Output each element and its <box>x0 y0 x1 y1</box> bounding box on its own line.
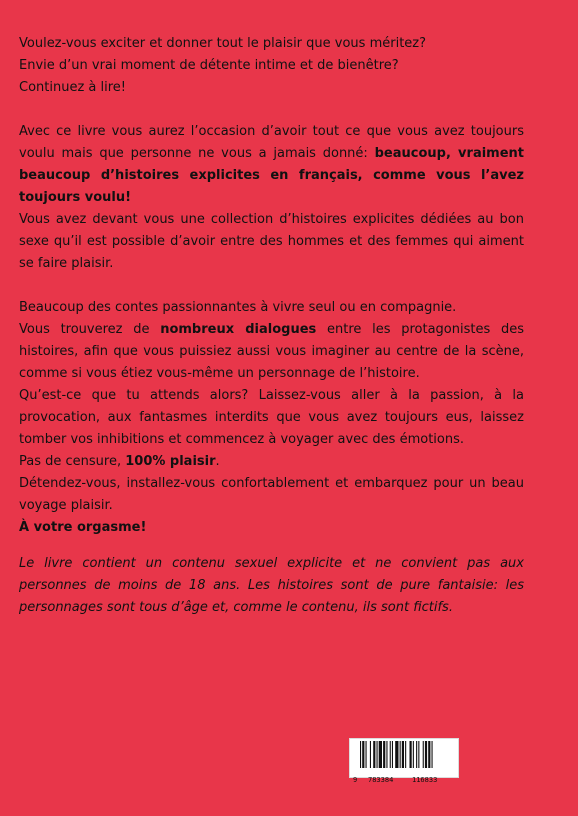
offer-highlight: beaucoup, vraiment beaucoup d’histoires explicites en français, comme vous l’avez toujours voulu! <box>19 146 524 205</box>
barcode-bar <box>379 741 382 768</box>
barcode-bar <box>370 741 371 768</box>
barcode-lead-digit: 9 <box>353 776 358 784</box>
dialogues-paragraph <box>19 319 524 385</box>
isbn-barcode <box>349 738 459 784</box>
barcode-bar <box>383 741 385 768</box>
barcode-bar <box>362 741 364 768</box>
spacer <box>19 275 524 297</box>
censure-pre: Pas de censure, <box>19 454 126 469</box>
barcode-bar <box>392 741 393 768</box>
barcode-bars <box>354 741 456 768</box>
censure-post: . <box>215 454 220 469</box>
barcode-left-group: 783384 <box>368 776 394 784</box>
barcode-bar <box>366 741 367 768</box>
barcode-bar <box>413 741 414 768</box>
closing-line <box>19 517 524 539</box>
barcode-bar <box>390 741 391 768</box>
dialogues-pre: Vous trouverez de <box>19 322 161 337</box>
censure-highlight: 100% plaisir <box>125 454 216 469</box>
barcode-bar <box>360 741 361 768</box>
barcode-bar <box>377 741 378 768</box>
offer-text: Avec ce livre vous aurez l’occasion d’avoir tout ce que vous avez toujours voulu mais que personne ne vous a jamais donné: <box>19 124 524 161</box>
barcode-right-group: 116833 <box>412 776 438 784</box>
barcode-bar <box>423 741 424 768</box>
barcode-bar <box>410 741 412 768</box>
cover-text <box>19 33 524 619</box>
barcode-bar <box>418 741 419 768</box>
dialogues-highlight: nombreux dialogues <box>160 322 317 337</box>
censure-line <box>19 451 524 473</box>
spacer <box>19 539 524 553</box>
closing-highlight: À votre orgasme! <box>19 520 147 535</box>
barcode-bar <box>416 741 417 768</box>
collection-paragraph: Vous avez devant vous une collection d’histoires explicites dédiées au bon sexe qu’il est possible d’avoir entre des hommes et des femmes qui aiment se faire plaisir. <box>19 212 524 271</box>
barcode-bar <box>400 741 401 768</box>
intro-line-3: Continuez à lire! <box>19 80 127 95</box>
barcode-bar <box>373 741 375 768</box>
relax-paragraph: Détendez-vous, installez-vous confortablement et embarquez pour un beau voyage plaisir. <box>19 476 524 513</box>
barcode-bar <box>402 741 404 768</box>
intro-line-2: Envie d’un vrai moment de détente intime et de bienêtre? <box>19 58 399 73</box>
barcode-bar <box>386 741 387 768</box>
barcode-bar <box>395 741 398 768</box>
dialogues-post: entre les protagonistes des histoires, afin que vous puissiez aussi vous imaginer au centre de la scène, comme si vous étiez vous-même un personnage de l’histoire. <box>19 322 524 381</box>
barcode-bar <box>425 741 427 768</box>
offer-paragraph <box>19 121 524 209</box>
spacer <box>19 99 524 121</box>
barcode-bar <box>405 741 406 768</box>
barcode-bar <box>432 741 433 768</box>
barcode-bar <box>428 741 430 768</box>
stories-line: Beaucoup des contes passionnantes à vivre seul ou en compagnie. <box>19 300 457 315</box>
disclaimer-paragraph: Le livre contient un contenu sexuel explicite et ne convient pas aux personnes de moins de 18 ans. Les histoires sont de pure fantaisie: les personnages sont tous d’âge et, comme le contenu, ils sont fictifs. <box>19 556 524 615</box>
question-paragraph: Qu’est-ce que tu attends alors? Laissez-vous aller à la passion, à la provocation, aux fantasmes interdits que vous avez toujours eus, laissez tomber vos inhibitions et commencez à voyager avec des émotions. <box>19 388 524 447</box>
intro-line-1: Voulez-vous exciter et donner tout le plaisir que vous méritez? <box>19 36 427 51</box>
